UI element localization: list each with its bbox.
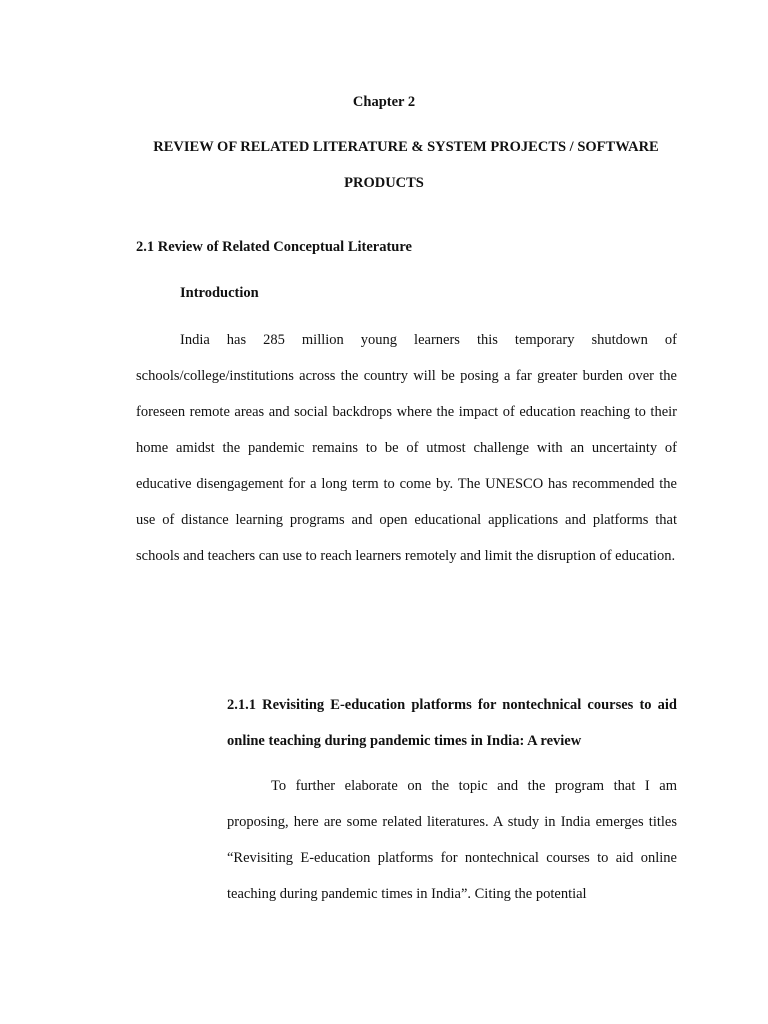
section-heading: 2.1 Review of Related Conceptual Literature: [136, 239, 412, 255]
chapter-title-line-2: PRODUCTS: [344, 175, 424, 191]
intro-heading: Introduction: [180, 285, 259, 301]
intro-paragraph: India has 285 million young learners this temporary shutdown of schools/college/institutions across the country will be posing a far greater burden over the foreseen remote areas and social backdrops where the impact of education reaching to their home amidst the pandemic remains to be of utmost challenge with an uncertainty of educative disengagement for a long term to come by. The UNESCO has recommended the use of distance learning programs and open educational applications and platforms that schools and teachers can use to reach learners remotely and limit the disruption of education.: [136, 332, 677, 564]
subsection-heading: 2.1.1 Revisiting E-education platforms for nontechnical courses to aid online teaching during pandemic times in India: A review: [227, 697, 677, 749]
chapter-title-line-1: REVIEW OF RELATED LITERATURE & SYSTEM PROJECTS / SOFTWARE: [153, 139, 659, 155]
subsection-paragraph: To further elaborate on the topic and the program that I am proposing, here are some related literatures. A study in India emerges titles “Revisiting E-education platforms for nontechnical courses to aid online teaching during pandemic times in India”. Citing the potential: [227, 778, 677, 902]
chapter-label: Chapter 2: [352, 94, 416, 110]
